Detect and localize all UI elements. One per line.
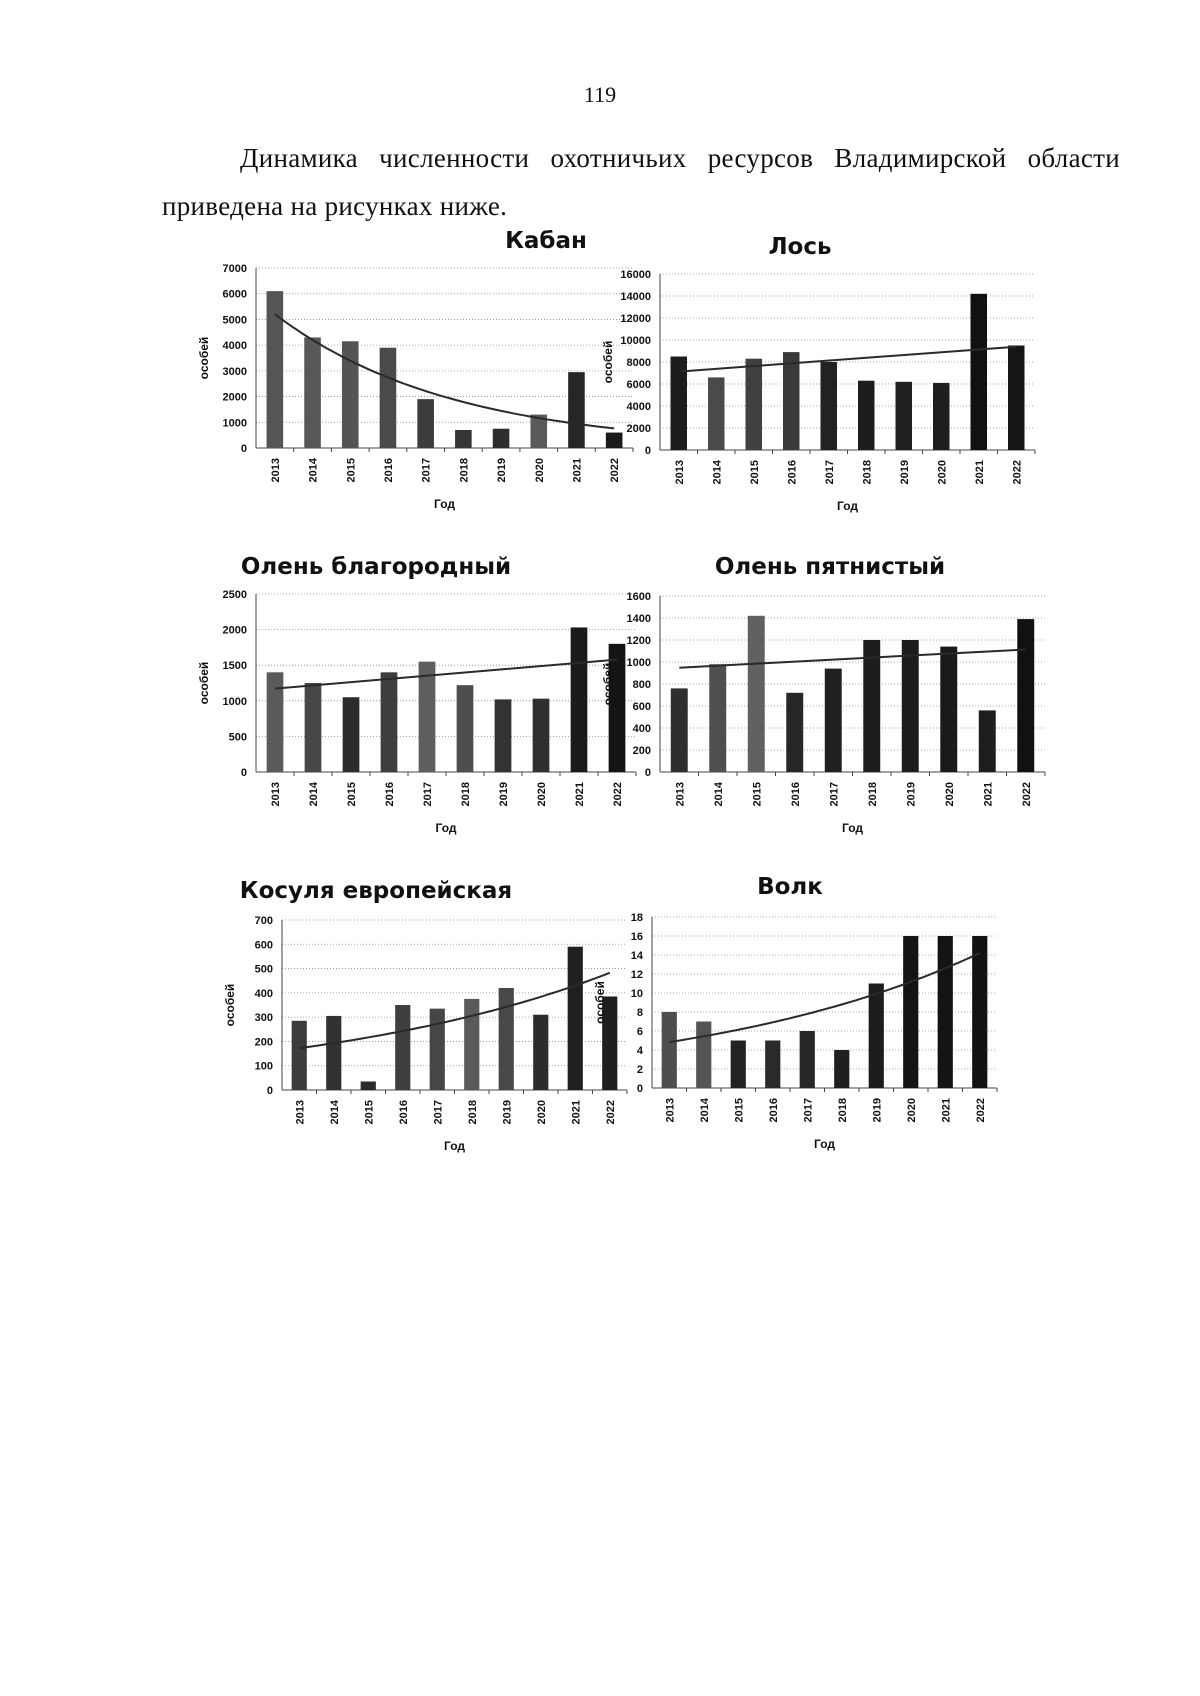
y-axis-title: особей (223, 983, 237, 1027)
x-tick-label: 2019 (501, 1100, 514, 1125)
x-tick-label: 2018 (466, 1100, 479, 1125)
bar (979, 710, 996, 772)
bar (533, 1015, 548, 1090)
x-tick-label: 2020 (905, 1098, 918, 1123)
y-tick-label: 800 (632, 679, 651, 691)
bar (662, 1012, 677, 1088)
bar (533, 699, 550, 772)
y-tick-label: 200 (254, 1036, 273, 1049)
x-tick-label: 2014 (307, 458, 320, 483)
bar (671, 688, 688, 772)
bar (499, 988, 514, 1090)
bar (748, 616, 765, 772)
bar (800, 1031, 815, 1088)
bar (825, 669, 842, 772)
x-axis-title: Год (435, 821, 457, 835)
bar (783, 352, 800, 450)
x-tick-label: 2014 (712, 782, 725, 807)
bar (708, 377, 725, 450)
x-tick-label: 2019 (905, 782, 918, 807)
x-axis-title: Год (842, 821, 863, 835)
y-tick-label: 6 (636, 1026, 643, 1038)
x-tick-label: 2015 (346, 782, 358, 807)
bar (457, 685, 474, 772)
x-tick-label: 2016 (789, 782, 802, 807)
y-tick-label: 2000 (626, 423, 651, 435)
y-tick-label: 0 (240, 767, 247, 779)
x-tick-label: 2017 (828, 782, 841, 807)
x-tick-label: 2018 (861, 460, 874, 485)
bar (869, 984, 884, 1089)
chart-olen-pyatnisty (600, 548, 1060, 848)
y-tick-label: 2500 (222, 589, 247, 601)
x-tick-label: 2020 (533, 458, 546, 483)
bar (304, 337, 321, 448)
y-tick-label: 700 (254, 915, 273, 927)
bar (696, 1022, 711, 1089)
x-tick-label: 2020 (536, 782, 548, 807)
x-tick-label: 2021 (982, 782, 995, 807)
bar (903, 936, 918, 1088)
x-tick-label: 2018 (460, 782, 472, 807)
y-tick-label: 500 (228, 731, 247, 744)
x-tick-label: 2017 (420, 458, 433, 483)
chart-kosulya (206, 872, 636, 1172)
y-tick-label: 1400 (626, 613, 651, 625)
x-tick-label: 2017 (802, 1098, 815, 1123)
bar (395, 1005, 410, 1090)
bar (305, 683, 322, 772)
x-tick-label: 2015 (748, 460, 761, 485)
chart-kaban (176, 226, 636, 526)
bar (430, 1009, 445, 1090)
x-tick-label: 2015 (751, 782, 764, 807)
y-tick-label: 0 (644, 445, 651, 457)
chart-title: Олень благородный (240, 554, 512, 580)
x-tick-label: 2015 (345, 458, 358, 483)
y-tick-label: 600 (254, 939, 273, 952)
x-tick-label: 2021 (973, 460, 986, 485)
bar (858, 381, 875, 450)
y-tick-label: 2 (636, 1064, 643, 1076)
bar (380, 348, 397, 448)
page-number: 119 (583, 82, 617, 107)
y-tick-label: 0 (240, 443, 247, 455)
x-tick-label: 2022 (612, 782, 624, 807)
x-tick-label: 2021 (940, 1098, 953, 1123)
intro-paragraph: Динамика численности охотничьих ресурсов Владимирской области приведена на рисунках ниже. (162, 143, 1120, 221)
x-tick-label: 2019 (898, 460, 911, 485)
x-tick-label: 2022 (1020, 782, 1033, 807)
x-axis-title: Год (444, 1139, 465, 1153)
y-tick-label: 2000 (222, 624, 247, 637)
bar (292, 1021, 307, 1090)
y-tick-label: 10000 (620, 335, 651, 347)
bar (709, 664, 726, 772)
bar (765, 1041, 780, 1089)
chart-title: Лось (768, 234, 832, 260)
y-tick-label: 500 (254, 963, 273, 976)
x-tick-label: 2013 (294, 1100, 307, 1125)
bar (902, 640, 919, 772)
x-tick-label: 2020 (943, 782, 956, 807)
bar (940, 647, 957, 772)
y-tick-label: 4 (636, 1045, 643, 1057)
x-tick-label: 2022 (1011, 460, 1024, 485)
x-tick-label: 2015 (363, 1100, 376, 1125)
x-axis-title: Год (837, 499, 858, 513)
bar (493, 429, 510, 448)
x-tick-label: 2013 (673, 460, 686, 485)
bar (326, 1016, 341, 1090)
bar (746, 359, 763, 450)
bar (568, 947, 583, 1090)
x-tick-label: 2019 (496, 458, 509, 483)
bar (933, 383, 950, 450)
bar (419, 662, 436, 772)
bar (495, 699, 512, 772)
x-tick-label: 2016 (384, 782, 396, 807)
y-tick-label: 12000 (620, 313, 651, 325)
bar (1008, 346, 1025, 451)
y-tick-label: 1600 (626, 591, 651, 603)
x-axis-title: Год (814, 1137, 835, 1151)
trend-line (679, 650, 1026, 668)
y-tick-label: 14 (630, 950, 643, 962)
y-tick-label: 0 (266, 1085, 273, 1097)
chart-title: Волк (757, 874, 823, 900)
trend-line (679, 347, 1017, 372)
x-tick-label: 2018 (458, 458, 471, 483)
x-tick-label: 2013 (664, 1098, 677, 1123)
chart-olen-blagorodny (176, 548, 636, 848)
x-tick-label: 2019 (871, 1098, 884, 1123)
y-tick-label: 8000 (626, 357, 651, 369)
x-tick-label: 2016 (397, 1100, 410, 1125)
y-tick-label: 5000 (222, 314, 247, 327)
x-tick-label: 2015 (733, 1098, 746, 1123)
x-tick-label: 2021 (571, 458, 584, 483)
bar (834, 1050, 849, 1088)
x-tick-label: 2021 (574, 782, 586, 807)
bar (896, 382, 913, 450)
y-axis-title: особей (601, 340, 615, 384)
chart-title: Олень пятнистый (714, 554, 946, 580)
x-tick-label: 2016 (767, 1098, 780, 1123)
chart-volk (593, 868, 1060, 1168)
bar (381, 672, 398, 772)
x-tick-label: 2019 (498, 782, 510, 807)
x-tick-label: 2013 (269, 458, 282, 483)
y-tick-label: 4000 (222, 340, 247, 353)
y-axis-title: особей (601, 662, 615, 706)
y-tick-label: 1200 (626, 635, 651, 647)
y-axis-title: особей (197, 661, 211, 705)
y-tick-label: 6000 (626, 379, 651, 391)
y-tick-label: 300 (254, 1012, 273, 1025)
bar (571, 627, 588, 772)
y-tick-label: 400 (632, 723, 651, 735)
chart-title: Косуля европейская (239, 878, 513, 904)
bar (343, 697, 360, 772)
x-tick-label: 2014 (308, 782, 320, 807)
bar (361, 1082, 376, 1091)
bar (464, 999, 479, 1090)
bar (821, 362, 838, 450)
y-tick-label: 0 (636, 1083, 643, 1095)
x-tick-label: 2017 (422, 782, 434, 807)
bar (971, 294, 988, 450)
chart-title: Кабан (505, 228, 587, 254)
x-tick-label: 2016 (382, 458, 395, 483)
y-tick-label: 8 (636, 1007, 643, 1019)
y-tick-label: 12 (630, 969, 643, 981)
y-tick-label: 1000 (222, 695, 247, 708)
y-tick-label: 16 (630, 931, 643, 943)
bar (1017, 619, 1034, 772)
y-tick-label: 18 (630, 912, 643, 924)
x-tick-label: 2021 (570, 1100, 583, 1125)
y-axis-title: особей (593, 981, 607, 1024)
y-axis-title: особей (197, 336, 211, 380)
x-tick-label: 2014 (698, 1098, 711, 1123)
y-tick-label: 7000 (222, 263, 247, 275)
bar (568, 372, 585, 448)
x-tick-label: 2018 (836, 1098, 849, 1123)
y-tick-label: 10 (630, 988, 643, 1000)
trend-line (299, 973, 610, 1048)
y-tick-label: 1500 (222, 660, 247, 673)
bar (938, 936, 953, 1088)
y-tick-label: 0 (644, 767, 651, 779)
y-tick-label: 100 (254, 1060, 273, 1073)
bar (731, 1041, 746, 1089)
y-tick-label: 6000 (222, 288, 247, 301)
trend-line (275, 660, 617, 689)
y-tick-label: 4000 (626, 401, 651, 413)
x-tick-label: 2020 (535, 1100, 548, 1125)
x-tick-label: 2013 (674, 782, 687, 807)
bar (417, 399, 434, 448)
x-tick-label: 2016 (786, 460, 799, 485)
x-tick-label: 2013 (270, 782, 282, 807)
y-tick-label: 400 (254, 987, 273, 1000)
y-tick-label: 3000 (222, 365, 247, 378)
y-tick-label: 14000 (620, 291, 651, 303)
x-tick-label: 2020 (936, 460, 949, 485)
y-tick-label: 16000 (620, 269, 651, 281)
x-tick-label: 2018 (866, 782, 879, 807)
y-tick-label: 1000 (626, 657, 651, 669)
y-tick-label: 200 (632, 745, 651, 757)
bar (863, 640, 880, 772)
y-tick-label: 600 (632, 701, 651, 713)
x-tick-label: 2022 (604, 1100, 617, 1125)
chart-los (600, 226, 1060, 526)
trend-line (669, 953, 980, 1042)
bar (455, 430, 472, 448)
x-tick-label: 2022 (974, 1098, 987, 1123)
x-tick-label: 2022 (609, 458, 622, 483)
bar (786, 693, 803, 772)
x-tick-label: 2017 (432, 1100, 445, 1125)
x-tick-label: 2014 (328, 1100, 341, 1125)
x-tick-label: 2014 (711, 460, 724, 485)
x-axis-title: Год (434, 497, 455, 511)
y-tick-label: 1000 (222, 417, 247, 430)
x-tick-label: 2017 (823, 460, 836, 485)
bar (972, 936, 987, 1088)
y-tick-label: 2000 (222, 391, 247, 404)
